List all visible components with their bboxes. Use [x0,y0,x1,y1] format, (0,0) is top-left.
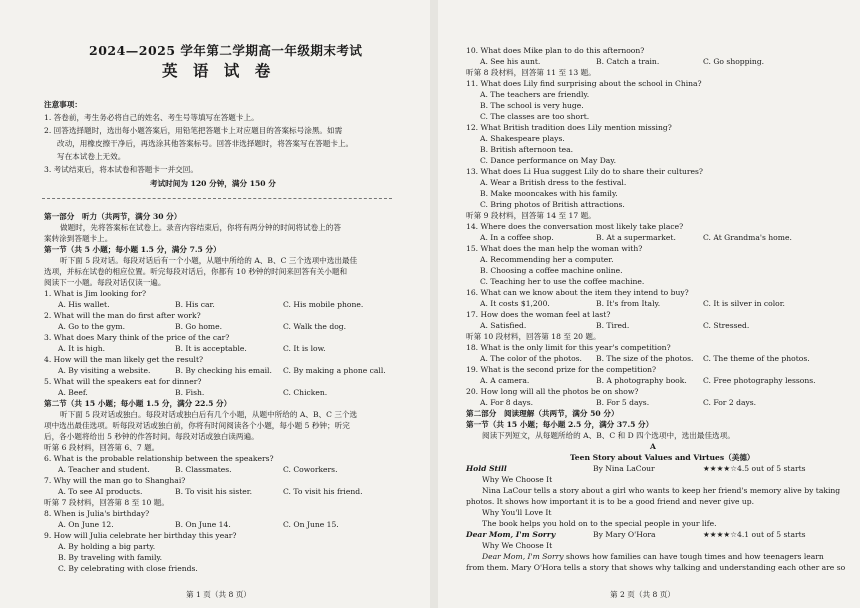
question-text: 16. What can we know about the item they intend to buy? [466,288,689,297]
option-b: B. Catch a train. [596,57,660,66]
option-a: A. Satisfied. [480,321,527,330]
option-b: B. Go home. [175,322,223,331]
book-title-inline: Dear Mom, I'm Sorry [482,552,564,561]
option-a: A. Recommending her a computer. [480,255,614,264]
option-a: A. Wear a British dress to the festival. [480,178,627,187]
notice-item: 1. 答卷前，考生务必将自己的姓名、考生号等填写在答题卡上。 [44,113,259,122]
option-b: B. By traveling with family. [58,553,163,562]
question-text: 18. What is the only limit for this year's competition? [466,343,671,352]
book-title: Dear Mom, I'm Sorry [466,530,556,539]
option-b: B. For 5 days. [596,398,650,407]
option-a: A. A camera. [480,376,530,385]
option-b: B. Fish. [175,388,205,397]
question-text: 17. How does the woman feel at last? [466,310,611,319]
part2-title: 第二部分 阅读理解（共两节，满分 50 分） [466,409,619,418]
section1-title: 第一节（共 5 小题；每小题 1.5 分，满分 7.5 分） [44,245,221,254]
section2-instructions: 项中选出最佳选项。听每段对话或独白前，你将有时间阅读各个小题，每小题 5 秒钟；听完 [44,421,350,430]
option-b: B. To visit his sister. [175,487,252,496]
question-text: 5. What will the speakers eat for dinner? [44,377,202,386]
passage-letter: A [650,442,656,451]
part1-instructions: 做题时，先将答案标在试卷上。录音内容结束后，你将有两分钟的时间将试卷上的答 [60,223,341,232]
option-b: B. Choosing a coffee machine online. [480,266,623,275]
question-text: 20. How long will all the photos be on show? [466,387,639,396]
option-c: C. Walk the dog. [283,322,347,331]
option-c: C. Dance performance on May Day. [480,156,617,165]
option-b: B. It's from Italy. [596,299,661,308]
question-text: 8. When is Julia's birthday? [44,509,150,518]
page-2 [438,0,860,608]
section1-instructions: 阅读下一小题。每段对话仅读一遍。 [44,278,166,287]
notice-heading: 注意事项： [44,100,82,109]
section1-instructions: 听下面 5 段对话。每段对话后有一个小题，从题中所给的 A、B、C 三个选项中选出最佳 [60,256,358,265]
question-text: 1. What is Jim looking for? [44,289,147,298]
notice-item: 3. 考试结束后，将本试卷和答题卡一并交回。 [44,165,198,174]
part2-instructions: 阅读下列短文，从每题所给的 A、B、C 和 D 四个选项中，选出最佳选项。 [482,431,735,440]
subheading: Why We Choose It [482,541,553,550]
question-text: 14. Where does the conversation most likely take place? [466,222,684,231]
question-text: 10. What does Mike plan to do this afternoon? [466,46,645,55]
book-author: By Nina LaCour [593,464,655,473]
question-text: 3. What does Mary think of the price of the car? [44,333,230,342]
section1-instructions: 选项，并标在试卷的相应位置。听完每段对话后，你都有 10 秒钟的时间来回答有关小题和 [44,267,348,276]
option-a: A. His wallet. [58,300,110,309]
book-rating: ★★★★☆4.5 out of 5 starts [703,464,806,473]
option-b: B. Tired. [596,321,630,330]
question-text: 13. What does Li Hua suggest Lily do to share their cultures? [466,167,703,176]
question-text: 11. What does Lily find surprising about the school in China? [466,79,702,88]
page-footer: 第 2 页（共 8 页） [610,590,675,599]
option-c: C. Coworkers. [283,465,338,474]
option-b: B. His car. [175,300,215,309]
option-a: A. On June 12. [58,520,114,529]
page-gutter [430,0,438,608]
option-a: A. To see AI products. [58,487,143,496]
passage-line: Nina LaCour tells a story about a girl who wants to keep her friend's memory alive by taking [482,486,841,495]
question-text: 6. What is the probable relationship between the speakers? [44,454,274,463]
option-c: C. For 2 days. [703,398,757,407]
option-c: C. It is low. [283,344,326,353]
option-a: A. See his aunt. [480,57,541,66]
option-b: B. By checking his email. [175,366,272,375]
page-footer: 第 1 页（共 8 页） [186,590,251,599]
exam-title: 2024—2025 学年第二学期高一年级期末考试 [89,43,363,58]
option-a: A. Beef. [58,388,88,397]
material-heading: 听第 6 段材料，回答第 6、7 题。 [44,443,160,452]
question-text: 4. How will the man likely get the result? [44,355,204,364]
book-title: Hold Still [466,464,507,473]
notice-item: 写在本试卷上无效。 [57,152,126,161]
passage-line [482,552,824,561]
option-a: A. Go to the gym. [58,322,126,331]
option-c: C. It is silver in color. [703,299,785,308]
paper-title: 英 语 试 卷 [162,61,276,80]
question-text: 15. What does the man help the woman with? [466,244,643,253]
material-heading: 听第 10 段材料，回答第 18 至 20 题。 [466,332,601,341]
option-b: B. The size of the photos. [596,354,694,363]
subheading: Why We Choose It [482,475,553,484]
subheading: Why You'll Love It [482,508,552,517]
material-heading: 听第 9 段材料，回答第 14 至 17 题。 [466,211,596,220]
question-text: 9. How will Julia celebrate her birthday this year? [44,531,237,540]
book-rating: ★★★★☆4.1 out of 5 starts [703,530,806,539]
option-c: C. By making a phone call. [283,366,386,375]
question-text: 19. What is the second prize for the competition? [466,365,657,374]
option-c: C. To visit his friend. [283,487,363,496]
passage-text: shows how families can have tough times and how teenagers learn [563,552,824,561]
option-b: B. It is acceptable. [175,344,247,353]
option-b: B. British afternoon tea. [480,145,574,154]
part2-section1-title: 第一节（共 15 小题；每小题 2.5 分，满分 37.5 分） [466,420,654,429]
question-text: 12. What British tradition does Lily mention missing? [466,123,672,132]
option-b: B. The school is very huge. [480,101,584,110]
option-b: B. A photography book. [596,376,687,385]
material-heading: 听第 8 段材料，回答第 11 至 13 题。 [466,68,596,77]
option-a: A. In a coffee shop. [480,233,554,242]
divider [42,198,392,199]
section2-instructions: 听下面 5 段对话或独白。每段对话或独白后有几个小题，从题中所给的 A、B、C 三个选 [60,410,358,419]
option-a: A. By visiting a website. [58,366,151,375]
part1-title: 第一部分 听力（共两节，满分 30 分） [44,212,182,221]
exam-time: 考试时间为 120 分钟，满分 150 分 [150,179,276,188]
question-text: 2. What will the man do first after work? [44,311,201,320]
option-c: C. Go shopping. [703,57,765,66]
option-c: C. Free photography lessons. [703,376,816,385]
option-a: A. It is high. [58,344,106,353]
question-text: 7. Why will the man go to Shanghai? [44,476,186,485]
option-a: A. The color of the photos. [480,354,582,363]
material-heading: 听第 7 段材料，回答第 8 至 10 题。 [44,498,169,507]
option-c: C. On June 15. [283,520,339,529]
option-c: C. By celebrating with close friends. [58,564,198,573]
option-c: C. Bring photos of British attractions. [480,200,625,209]
option-c: C. Stressed. [703,321,750,330]
option-a: A. By holding a big party. [58,542,156,551]
section2-instructions: 后，各小题将给出 5 秒钟的作答时间。每段对话或独白读两遍。 [44,432,259,441]
notice-item: 2. 回答选择题时，选出每小题答案后，用铅笔把答题卡上对应题目的答案标号涂黑。如需 [44,126,343,135]
option-b: B. At a supermarket. [596,233,676,242]
option-c: C. The classes are too short. [480,112,590,121]
option-c: C. At Grandma's home. [703,233,792,242]
passage-title: Teen Story about Values and Virtues（美德） [570,453,755,462]
option-b: B. Classmates. [175,465,232,474]
part1-instructions: 案转涂到答题卡上。 [44,234,113,243]
option-a: A. Shakespeare plays. [480,134,565,143]
option-c: C. Chicken. [283,388,328,397]
passage-line: The book helps you hold on to the special people in your life. [482,519,717,528]
passage-line: photos. It shows how important it is to be a good friend and never give up. [466,497,755,506]
option-c: C. Teaching her to use the coffee machine. [480,277,645,286]
notice-item: 改动，用橡皮擦干净后，再选涂其他答案标号。回答非选择题时，将答案写在答题卡上。 [57,139,354,148]
option-a: A. The teachers are friendly. [480,90,590,99]
option-a: A. It costs $1,200. [480,299,550,308]
option-c: C. The theme of the photos. [703,354,810,363]
section2-title: 第二节（共 15 小题；每小题 1.5 分，满分 22.5 分） [44,399,232,408]
option-a: A. Teacher and student. [58,465,150,474]
passage-line: from them. Mary O'Hora tells a story that shows why talking and understanding each other are so [466,563,846,572]
option-c: C. His mobile phone. [283,300,364,309]
option-b: B. Make mooncakes with his family. [480,189,618,198]
option-a: A. For 8 days. [480,398,534,407]
option-b: B. On June 14. [175,520,231,529]
book-author: By Mary O'Hora [593,530,656,539]
